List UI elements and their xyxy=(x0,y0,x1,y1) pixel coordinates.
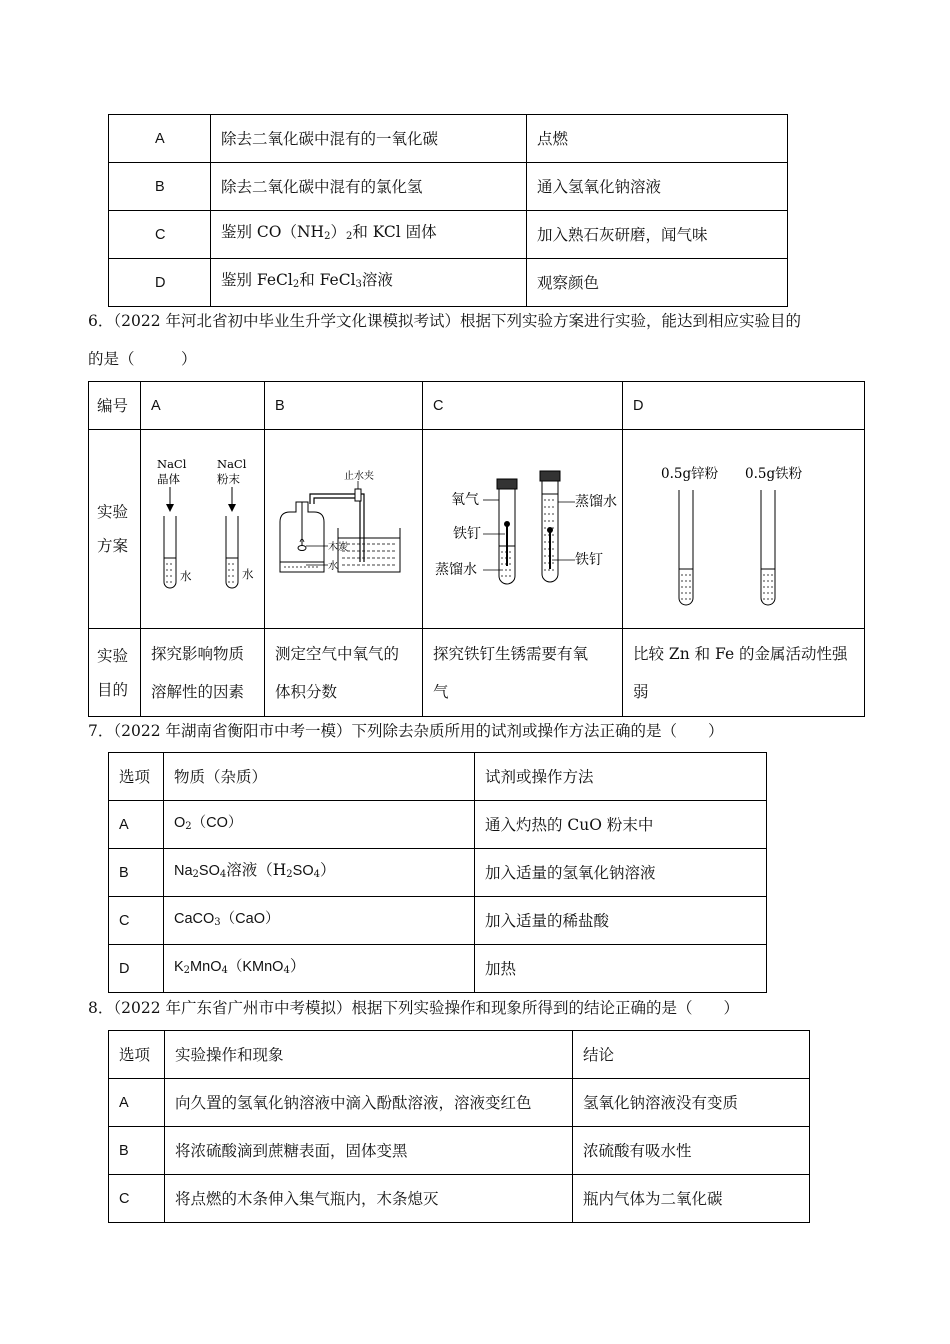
option-cell: B xyxy=(109,849,164,897)
subscript: 2 xyxy=(292,279,300,290)
subscript: 3 xyxy=(214,917,221,928)
option-cell: C xyxy=(109,211,211,259)
text-part: 和 KCl 固体 xyxy=(352,223,437,241)
label-water-1: 蒸馏水 xyxy=(434,562,477,578)
table-row xyxy=(109,1079,810,1127)
header-cell: 物质（杂质） xyxy=(164,753,475,801)
figure-b xyxy=(266,434,422,624)
question-7 xyxy=(88,718,878,744)
header-col-a: A xyxy=(141,382,265,430)
text-part: 溶液 xyxy=(361,271,393,289)
header-cell: 试剂或操作方法 xyxy=(475,753,767,801)
goal-line: 比较 Zn 和 Fe 的金属活动性强 xyxy=(633,644,848,663)
subscript: 2 xyxy=(185,821,192,832)
table-row xyxy=(109,259,788,307)
purpose-cell: 除去二氧化碳中混有的氯化氢 xyxy=(211,163,527,211)
question-8 xyxy=(88,995,878,1021)
figure-d xyxy=(629,434,859,624)
label-water-1: 水 xyxy=(179,569,191,583)
table-row xyxy=(109,849,767,897)
option-cell: D xyxy=(109,259,211,307)
operation-cell: 将浓硫酸滴到蔗糖表面，固体变黑 xyxy=(165,1127,573,1175)
formula-part: ） xyxy=(319,861,336,879)
q5-table xyxy=(108,114,788,307)
option-cell: B xyxy=(109,163,211,211)
header-cell: 选项 xyxy=(109,1031,165,1079)
question-6 xyxy=(88,308,878,334)
option-cell: D xyxy=(109,945,164,993)
figure-d-cell xyxy=(623,430,865,629)
header-cell: 实验操作和现象 xyxy=(165,1031,573,1079)
subscript: 2 xyxy=(345,231,353,242)
option-cell: A xyxy=(109,801,164,849)
question-6-cont xyxy=(88,346,878,372)
goal-line: 弱 xyxy=(633,682,649,701)
header-col-b: B xyxy=(265,382,423,430)
question-source: （2022 年广东省广州市中考模拟） xyxy=(113,999,352,1017)
method-cell: 观察颜色 xyxy=(527,259,788,307)
subscript: 2 xyxy=(192,869,199,880)
header-label: 编号 xyxy=(89,382,141,430)
operation-cell: 向久置的氢氧化钠溶液中滴入酚酞溶液，溶液变红色 xyxy=(165,1079,573,1127)
conclusion-cell: 瓶内气体为二氧化碳 xyxy=(573,1175,810,1223)
option-cell: A xyxy=(109,115,211,163)
formula-part: （CaO） xyxy=(220,911,280,927)
subscript: 2 xyxy=(286,869,293,880)
table-row xyxy=(109,945,767,993)
label-nacl-powder-1: NaCl xyxy=(216,457,246,471)
label-nacl-crystal-2: 晶体 xyxy=(156,472,180,486)
table-row xyxy=(109,1127,810,1175)
method-cell: 加入熟石灰研磨，闻气味 xyxy=(527,211,788,259)
question-number: 7． xyxy=(88,722,114,740)
arrow-down-icon xyxy=(228,487,236,512)
question-source: （2022 年河北省初中毕业生升学文化课模拟考试） xyxy=(113,312,460,330)
subscript: 3 xyxy=(355,279,362,290)
table-header-row xyxy=(109,1031,810,1079)
method-cell: 加热 xyxy=(475,945,767,993)
substance-cell xyxy=(164,897,475,945)
label-iron: 0.5g铁粉 xyxy=(744,466,802,482)
goal-line: 测定空气中氧气的 xyxy=(275,644,400,663)
question-number: 6． xyxy=(88,312,114,330)
label-line: 实验 xyxy=(97,503,129,521)
plan-row xyxy=(89,430,865,629)
conclusion-cell: 浓硫酸有吸水性 xyxy=(573,1127,810,1175)
conclusion-cell: 氢氧化钠溶液没有变质 xyxy=(573,1079,810,1127)
method-cell: 通入氢氧化钠溶液 xyxy=(527,163,788,211)
goal-line: 气 xyxy=(433,682,449,701)
test-tube-icon xyxy=(540,471,560,582)
formula-part: SO xyxy=(292,863,314,879)
question-text: 根据下列实验操作和现象所得到的结论正确的是（ ） xyxy=(351,999,740,1017)
label-nail-1: 铁钉 xyxy=(452,526,481,542)
formula-part: Na xyxy=(174,863,193,879)
question-text: 根据下列实验方案进行实验，能达到相应实验目的 xyxy=(460,312,802,330)
subscript: 2 xyxy=(324,231,331,242)
header-col-d: D xyxy=(623,382,865,430)
q6-table xyxy=(88,381,865,717)
purpose-cell: 除去二氧化碳中混有的一氧化碳 xyxy=(211,115,527,163)
subscript: 4 xyxy=(313,869,320,880)
table-header-row xyxy=(109,753,767,801)
table-row xyxy=(109,211,788,259)
goal-row xyxy=(89,629,865,717)
table-row xyxy=(109,801,767,849)
subscript: 4 xyxy=(219,869,227,880)
option-cell: B xyxy=(109,1127,165,1175)
text-part: ） xyxy=(330,223,346,241)
table-row xyxy=(109,1175,810,1223)
label-carbon: 木炭 xyxy=(327,542,348,553)
text-part: 鉴别 CO（NH xyxy=(221,223,325,241)
figure-b-cell xyxy=(265,430,423,629)
goal-b xyxy=(265,629,423,717)
goal-a xyxy=(141,629,265,717)
formula-part: K xyxy=(174,959,184,975)
label-oxygen: 氧气 xyxy=(450,492,479,508)
row-label-plan xyxy=(89,430,141,629)
label-water: 水 xyxy=(327,561,338,572)
gas-bottle-icon xyxy=(280,502,324,572)
test-tube-icon xyxy=(226,516,238,588)
label-clamp: 止水夹 xyxy=(343,471,374,482)
row-label-goal xyxy=(89,629,141,717)
formula-part: SO xyxy=(198,863,220,879)
table-row xyxy=(109,897,767,945)
table-header-row xyxy=(89,382,865,430)
label-zinc: 0.5g锌粉 xyxy=(660,466,718,482)
method-cell: 点燃 xyxy=(527,115,788,163)
label-nail-2: 铁钉 xyxy=(574,552,603,568)
question-source: （2022 年湖南省衡阳市中考一模） xyxy=(113,722,352,740)
label-water-2: 蒸馏水 xyxy=(574,494,617,510)
text-part: 和 FeCl xyxy=(299,271,356,289)
method-cell: 加入适量的氢氧化钠溶液 xyxy=(475,849,767,897)
subscript: 4 xyxy=(283,965,290,976)
test-tube-icon xyxy=(679,490,693,605)
purpose-cell xyxy=(211,259,527,307)
test-tube-icon xyxy=(164,516,176,588)
option-cell: C xyxy=(109,1175,165,1223)
substance-cell xyxy=(164,849,475,897)
method-cell: 通入灼热的 CuO 粉末中 xyxy=(475,801,767,849)
label-nacl-crystal-1: NaCl xyxy=(156,457,186,471)
option-cell: A xyxy=(109,1079,165,1127)
subscript: 2 xyxy=(183,965,191,976)
formula-part: （KMnO xyxy=(227,959,284,975)
q8-table xyxy=(108,1030,810,1223)
figure-a-cell xyxy=(141,430,265,629)
figure-a xyxy=(143,434,263,624)
header-cell: 选项 xyxy=(109,753,164,801)
header-cell: 结论 xyxy=(573,1031,810,1079)
subscript: 4 xyxy=(221,965,228,976)
header-col-c: C xyxy=(423,382,623,430)
label-nacl-powder-2: 粉末 xyxy=(216,472,240,486)
label-line: 实验 xyxy=(97,646,129,665)
formula-part: O xyxy=(174,815,186,831)
method-cell: 加入适量的稀盐酸 xyxy=(475,897,767,945)
label-line: 方案 xyxy=(97,537,129,555)
test-tube-icon xyxy=(497,479,517,584)
question-text: 的是（ ） xyxy=(88,350,197,368)
label-line: 目的 xyxy=(97,680,129,699)
formula-part: MnO xyxy=(190,959,222,975)
question-number: 8． xyxy=(88,999,114,1017)
option-cell: C xyxy=(109,897,164,945)
goal-line: 溶解性的因素 xyxy=(151,682,245,701)
substance-cell xyxy=(164,801,475,849)
q7-table xyxy=(108,752,767,993)
formula-part: 溶液（H xyxy=(226,861,287,879)
test-tube-icon xyxy=(761,490,775,605)
goal-line: 探究影响物质 xyxy=(151,644,245,663)
operation-cell: 将点燃的木条伸入集气瓶内，木条熄灭 xyxy=(165,1175,573,1223)
table-row xyxy=(109,115,788,163)
label-water-2: 水 xyxy=(241,567,253,581)
figure-c-cell xyxy=(423,430,623,629)
goal-d xyxy=(623,629,865,717)
purpose-cell xyxy=(211,211,527,259)
goal-c xyxy=(423,629,623,717)
question-text: 下列除去杂质所用的试剂或操作方法正确的是（ ） xyxy=(351,722,724,740)
figure-c xyxy=(425,434,621,624)
formula-part: （CO） xyxy=(191,815,243,831)
goal-line: 体积分数 xyxy=(275,682,338,701)
arrow-down-icon xyxy=(166,487,174,512)
substance-cell xyxy=(164,945,475,993)
text-part: 鉴别 FeCl xyxy=(221,271,293,289)
formula-part: ） xyxy=(289,957,306,975)
goal-line: 探究铁钉生锈需要有氧 xyxy=(433,644,589,663)
formula-part: CaCO xyxy=(174,911,215,927)
table-row xyxy=(109,163,788,211)
